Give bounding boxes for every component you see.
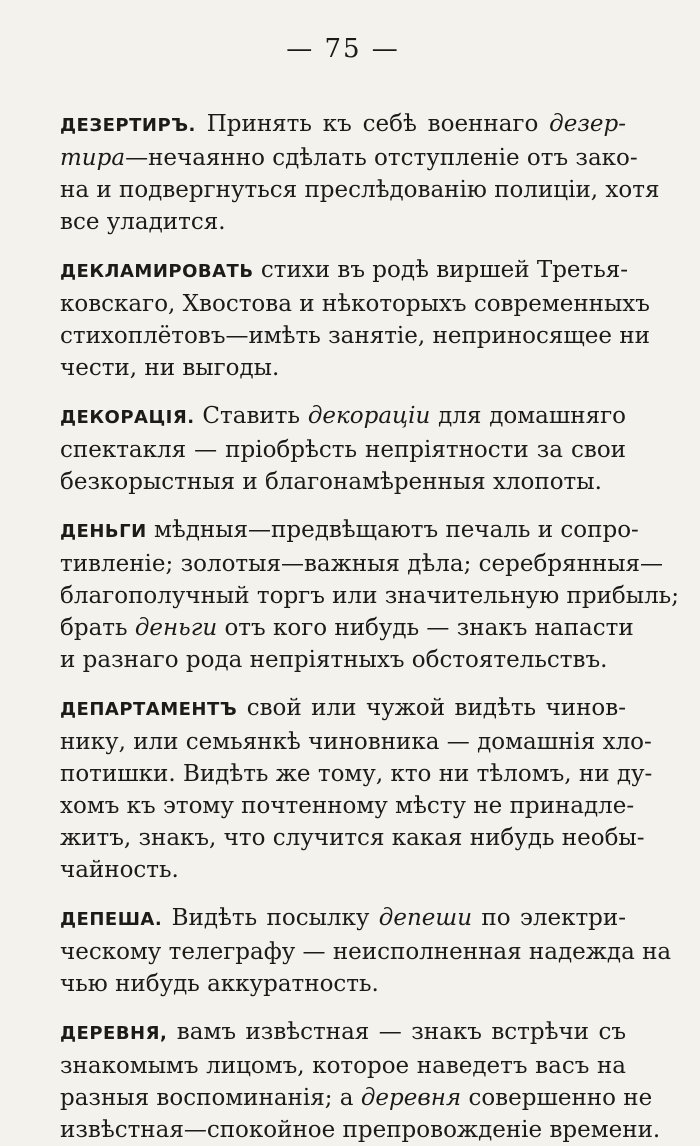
entry-line [60, 548, 664, 580]
entry-text: хомъ къ этому почтенному мѣсту не принадле- [60, 793, 635, 819]
entry-line [60, 1050, 626, 1082]
dictionary-entry [60, 254, 650, 384]
entry-line [60, 902, 626, 936]
entry-headword: ДЕКЛАМИРОВАТЬ [60, 261, 254, 282]
entry-text: Видѣть посылку [171, 905, 379, 931]
entry-headword: ДЕЗЕРТИРЪ. [60, 115, 196, 136]
dictionary-entry [60, 1016, 661, 1146]
entry-text: житъ, знакъ, что случится какая нибудь необы- [60, 825, 645, 851]
entry-text: свой или чужой видѣть чинов- [246, 695, 626, 721]
entry-text: чью нибудь аккуратность. [60, 971, 379, 997]
entry-headword: ДЕНЬГИ [60, 521, 147, 542]
entry-text: знакомымъ лицомъ, которое наведетъ васъ на [60, 1053, 626, 1079]
entry-headword: ДЕПАРТАМЕНТЪ [60, 699, 238, 720]
entry-italic-word: деревня [360, 1085, 462, 1111]
entry-text: Ставить [202, 403, 308, 429]
entry-italic-word: дезер- [549, 111, 626, 137]
entry-line [60, 726, 652, 758]
entry-text: тивленіе; золотыя—важныя дѣла; серебрянныя— [60, 551, 664, 577]
entry-line [60, 108, 626, 142]
dictionary-entry [60, 902, 672, 1000]
entry-text: нику, или семьянкѣ чиновника — домашнія хло- [60, 729, 652, 755]
entry-line [60, 434, 626, 466]
entry-line [60, 968, 626, 1000]
entry-line [60, 822, 645, 854]
entry-text: для домашняго [430, 403, 627, 429]
entry-line [60, 466, 626, 498]
entry-headword: ДЕКОРАЦІЯ. [60, 407, 195, 428]
entry-line [60, 514, 639, 548]
entry-text: Принять къ себѣ военнаго [206, 111, 550, 137]
entry-line [60, 1016, 626, 1050]
entry-text: —нечаянно сдѣлать отступленіе отъ зако- [125, 145, 638, 171]
entry-italic-word: тира [60, 145, 126, 171]
entry-line [60, 854, 626, 886]
entry-text: разныя воспоминанія; а [60, 1085, 361, 1111]
entry-line [60, 612, 634, 644]
entry-line [60, 1114, 661, 1146]
entry-line [60, 254, 629, 288]
entry-text: мѣдныя—предвѣщаютъ печаль и сопро- [153, 517, 639, 543]
entry-line [60, 1082, 653, 1114]
dictionary-entry [60, 514, 679, 676]
entry-headword: ДЕРЕВНЯ, [60, 1023, 168, 1044]
entry-text: стихоплётовъ—имѣть занятіе, неприносящее ни [60, 323, 650, 349]
entry-text: ковскаго, Хвостова и нѣкоторыхъ современныхъ [60, 291, 650, 317]
entry-text: благополучный торгъ или значительную прибыль; [60, 583, 679, 609]
entry-line [60, 400, 626, 434]
entry-line [60, 644, 626, 676]
entry-headword: ДЕПЕША. [60, 909, 163, 930]
entry-text: стихи въ родѣ виршей Третья- [260, 257, 629, 283]
entry-text: совершенно не [461, 1085, 653, 1111]
entry-line [60, 758, 653, 790]
entry-text: вамъ извѣстная — знакъ встрѣчи съ [176, 1019, 626, 1045]
dictionary-entry [60, 692, 653, 886]
entry-text: потишки. Видѣть же тому, кто ни тѣломъ, ни ду- [60, 761, 653, 787]
entry-line [60, 288, 650, 320]
entry-line [60, 206, 626, 238]
entry-line [60, 174, 660, 206]
entry-line [60, 936, 672, 968]
entry-text: чести, ни выгоды. [60, 355, 280, 381]
entry-italic-word: депеши [378, 905, 473, 931]
entry-line [60, 142, 638, 174]
entry-text: ческому телеграфу — неисполненная надежда на [60, 939, 672, 965]
entry-text: на и подвергнуться преслѣдованію полиціи, хотя [60, 177, 660, 203]
entry-line [60, 580, 679, 612]
entry-text: брать [60, 615, 135, 641]
entry-line [60, 320, 650, 352]
dictionary-entry [60, 400, 626, 498]
entry-italic-word: декораціи [307, 403, 431, 429]
entry-text: все уладится. [60, 209, 226, 235]
entry-text: безкорыстныя и благонамѣренныя хлопоты. [60, 469, 602, 495]
entry-line [60, 790, 635, 822]
dictionary-entries [60, 108, 679, 1146]
entry-italic-word: деньги [134, 615, 218, 641]
entry-line [60, 352, 626, 384]
dictionary-entry [60, 108, 660, 238]
entry-line [60, 692, 626, 726]
entry-text: чайность. [60, 857, 179, 883]
entry-text: отъ кого нибудь — знакъ напасти [217, 615, 634, 641]
entry-text: по электри- [472, 905, 627, 931]
entry-text: извѣстная—спокойное препровожденіе времени. [60, 1117, 661, 1143]
entry-text: и разнаго рода непріятныхъ обстоятельствъ. [60, 647, 608, 673]
entry-text: спектакля — пріобрѣсть непріятности за свои [60, 437, 626, 463]
page-number: — 75 — [286, 34, 400, 64]
